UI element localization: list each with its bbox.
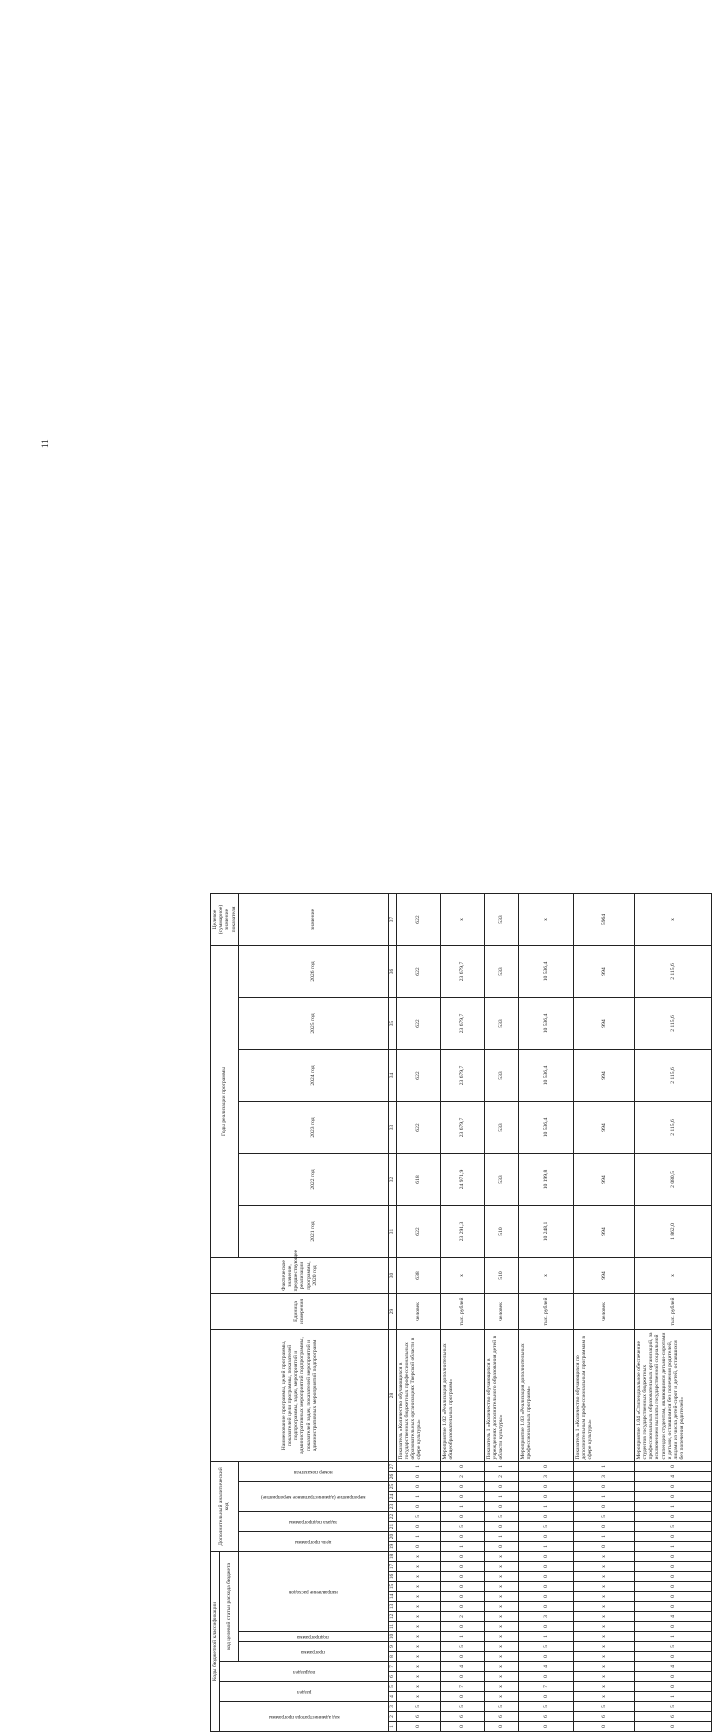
code-cell: х	[573, 1582, 634, 1592]
year-2022-header: 2022 год	[238, 1153, 388, 1205]
code-cell: х	[396, 1672, 440, 1682]
column-number: 23	[388, 1502, 396, 1512]
code-cell: 2	[484, 1472, 518, 1482]
code-cell: 2	[440, 1472, 484, 1482]
code-cell: 0	[634, 1492, 711, 1502]
code-cell: х	[573, 1692, 634, 1702]
code-cell: х	[396, 1622, 440, 1632]
code-cell: 0	[634, 1672, 711, 1682]
code-cell: 0	[634, 1652, 711, 1662]
code-cell: 1	[484, 1461, 518, 1471]
code-cell: 5	[634, 1642, 711, 1652]
code-cell: 0	[396, 1522, 440, 1532]
code-cell: 6	[518, 1712, 573, 1722]
code-cell: 1	[518, 1632, 573, 1642]
goal-header: цель программы	[238, 1532, 388, 1552]
row-year-value: 10 199,8	[518, 1153, 573, 1205]
name-header: Наименование программы, целей программы, показателей цели программы, показателей подпрограммы, задач, мероприятий и административных мероприятий подпрограммы, показателей задач, показателей мероприятий и административных мероприятий подпрограмм	[211, 1329, 389, 1461]
row-year-value: 533	[484, 1153, 518, 1205]
code-cell: х	[573, 1592, 634, 1602]
code-cell: 0	[634, 1512, 711, 1522]
column-number: 21	[388, 1522, 396, 1532]
code-cell: х	[573, 1562, 634, 1572]
row-year-value: 533	[484, 997, 518, 1049]
code-cell: 3	[518, 1472, 573, 1482]
code-cell: х	[396, 1682, 440, 1692]
column-number: 6	[388, 1672, 396, 1682]
row-unit: человек	[396, 1293, 440, 1329]
row-target-value: 533	[484, 893, 518, 945]
row-year-value: 618	[396, 1153, 440, 1205]
unit-header: Единица измерения	[211, 1293, 389, 1329]
table-row	[634, 893, 711, 1731]
column-number: 16	[388, 1572, 396, 1582]
code-cell: 3	[518, 1612, 573, 1622]
row-year-value: 24 971,9	[440, 1153, 484, 1205]
code-cell: 0	[634, 1532, 711, 1542]
years-header: Годы реализации программы	[211, 945, 239, 1257]
code-cell: 0	[518, 1582, 573, 1592]
code-cell: 0	[518, 1672, 573, 1682]
code-cell: 0	[518, 1572, 573, 1582]
code-cell: 1	[634, 1692, 711, 1702]
column-number: 35	[388, 997, 396, 1049]
code-cell: 0	[440, 1582, 484, 1592]
row-year-value: 2 115,6	[634, 1101, 711, 1153]
table-row	[440, 893, 484, 1731]
row-year-value: 994	[573, 997, 634, 1049]
row-year-value: 1 862,0	[634, 1205, 711, 1257]
code-cell: 6	[396, 1712, 440, 1722]
code-cell: 0	[440, 1572, 484, 1582]
code-cell: х	[573, 1642, 634, 1652]
code-cell: х	[396, 1572, 440, 1582]
code-cell: х	[573, 1632, 634, 1642]
code-cell: 4	[518, 1662, 573, 1672]
target-sub-header: значение	[238, 893, 388, 945]
row-year-value: 994	[573, 1101, 634, 1153]
code-cell: 0	[440, 1652, 484, 1662]
code-cell: 0	[484, 1482, 518, 1492]
code-cell: 0	[573, 1722, 634, 1732]
code-cell: 2	[440, 1612, 484, 1622]
code-cell: 5	[518, 1702, 573, 1712]
code-cell: 1	[396, 1492, 440, 1502]
column-number: 7	[388, 1662, 396, 1672]
code-cell: 0	[518, 1492, 573, 1502]
code-cell: 5	[518, 1642, 573, 1652]
column-number: 25	[388, 1482, 396, 1492]
row-year-value: 994	[573, 1153, 634, 1205]
code-cell: 4	[634, 1662, 711, 1672]
column-number: 1	[388, 1722, 396, 1732]
table-body	[396, 893, 711, 1731]
page-number: 11	[40, 439, 50, 448]
code-cell: х	[396, 1582, 440, 1592]
code-cell: х	[396, 1612, 440, 1622]
year-2025-header: 2025 год	[238, 997, 388, 1049]
row-year-value: 10 536,4	[518, 945, 573, 997]
column-number: 33	[388, 1101, 396, 1153]
code-cell: 0	[440, 1482, 484, 1492]
code-cell: х	[484, 1642, 518, 1652]
column-number: 36	[388, 945, 396, 997]
row-year-value: 994	[573, 945, 634, 997]
code-cell: 1	[518, 1542, 573, 1552]
row-unit: тыс. рублей	[518, 1293, 573, 1329]
row-year-value: 994	[573, 1049, 634, 1101]
base-header: Фактическое значение, предшествующее реализации программы, 2020 год	[211, 1257, 389, 1293]
code-cell: 0	[484, 1502, 518, 1512]
code-cell: 0	[484, 1542, 518, 1552]
code-cell: 0	[634, 1552, 711, 1562]
row-year-value: 510	[484, 1205, 518, 1257]
year-2023-header: 2023 год	[238, 1101, 388, 1153]
column-number: 11	[388, 1622, 396, 1632]
code-cell: 1	[518, 1502, 573, 1512]
row-target-value: х	[518, 893, 573, 945]
row-year-value: 2 115,6	[634, 945, 711, 997]
column-number: 24	[388, 1492, 396, 1502]
row-year-value: 10 536,4	[518, 997, 573, 1049]
row-name: Показатель 1 «Количество обучающихся в учреждениях дополнительного образования детей в области культуры»	[484, 1329, 518, 1461]
code-cell: 0	[440, 1722, 484, 1732]
code-cell: 1	[634, 1502, 711, 1512]
row-base-value: 638	[396, 1257, 440, 1293]
code-cell: 0	[573, 1482, 634, 1492]
code-cell: 5	[484, 1512, 518, 1522]
row-year-value: 23 679,7	[440, 945, 484, 997]
expense-item-header: код целевой статьи расхода бюджета	[220, 1552, 239, 1662]
row-year-value: 622	[396, 1049, 440, 1101]
column-number: 34	[388, 1049, 396, 1101]
code-cell: 0	[440, 1562, 484, 1572]
code-cell: 0	[396, 1542, 440, 1552]
direction-code-header: направление расходов	[238, 1552, 388, 1632]
code-cell: 1	[440, 1632, 484, 1642]
row-year-value: 533	[484, 945, 518, 997]
subsection-header: подраздел	[220, 1662, 389, 1682]
code-cell: х	[396, 1562, 440, 1572]
code-cell: 5	[484, 1702, 518, 1712]
row-year-value: 2 115,6	[634, 997, 711, 1049]
code-cell: 0	[396, 1502, 440, 1512]
code-cell: 0	[440, 1602, 484, 1612]
code-cell: 0	[573, 1522, 634, 1532]
code-cell: х	[484, 1632, 518, 1642]
code-cell: 1	[484, 1532, 518, 1542]
code-cell: 4	[440, 1662, 484, 1672]
indicator-number-header: номер показателя	[238, 1461, 388, 1481]
code-cell: 0	[518, 1552, 573, 1562]
code-cell: х	[484, 1652, 518, 1662]
code-cell: 0	[518, 1512, 573, 1522]
code-cell: х	[573, 1682, 634, 1692]
row-name: Мероприятие 1.02 «Реализация дополнительных общеобразовательных программ»	[440, 1329, 484, 1461]
row-year-value: 622	[396, 945, 440, 997]
table-row	[573, 893, 634, 1731]
row-name: Показатель 1 «Количество обучающихся по дополнительным профессиональным программам в сфере культуры»	[573, 1329, 634, 1461]
task-header: задача подпрограммы	[238, 1512, 388, 1532]
column-number: 15	[388, 1582, 396, 1592]
code-cell: х	[484, 1552, 518, 1562]
column-number: 4	[388, 1692, 396, 1702]
code-cell: 0	[518, 1532, 573, 1542]
code-cell: х	[396, 1602, 440, 1612]
row-base-value: 510	[484, 1257, 518, 1293]
year-2024-header: 2024 год	[238, 1049, 388, 1101]
code-cell: 1	[573, 1492, 634, 1502]
year-2026-header: 2026 год	[238, 945, 388, 997]
code-cell: х	[396, 1592, 440, 1602]
code-cell: 0	[573, 1502, 634, 1512]
row-year-value: 23 679,7	[440, 997, 484, 1049]
row-name: Мероприятие 1.03 «Реализация дополнительных профессиональных программ»	[518, 1329, 573, 1461]
column-number: 27	[388, 1461, 396, 1471]
row-target-value: х	[440, 893, 484, 945]
column-number: 8	[388, 1652, 396, 1662]
code-cell: х	[573, 1622, 634, 1632]
code-cell: х	[396, 1692, 440, 1702]
code-cell: х	[484, 1622, 518, 1632]
code-cell: 0	[634, 1622, 711, 1632]
code-cell: х	[484, 1692, 518, 1702]
rotated-table-page	[210, 897, 686, 1732]
code-cell: 0	[518, 1482, 573, 1492]
code-cell: 1	[634, 1542, 711, 1552]
row-year-value: 10 536,4	[518, 1101, 573, 1153]
code-cell: 0	[518, 1622, 573, 1632]
row-base-value: 994	[573, 1257, 634, 1293]
code-cell: 0	[440, 1512, 484, 1522]
code-cell: 0	[634, 1682, 711, 1692]
column-number: 28	[388, 1329, 396, 1461]
code-cell: 0	[634, 1602, 711, 1612]
event-header: мероприятие (административное мероприятие)	[238, 1482, 388, 1512]
code-cell: 0	[518, 1692, 573, 1702]
code-cell: 0	[518, 1592, 573, 1602]
column-number: 5	[388, 1682, 396, 1692]
row-name: Мероприятие 1.04 «Стипендиальное обеспечение студентов государственных бюджетных профессиональных образовательных организаций, за исключением выплаты государственной социальной стипендии студентам, являющимся детьми-сиротами и детьми, оставшимися без попечения родителей, лицами из числа детей-сирот и детей, оставшихся без попечения родителей»	[634, 1329, 711, 1461]
code-cell: 1	[396, 1461, 440, 1471]
row-year-value: 622	[396, 1205, 440, 1257]
column-number: 12	[388, 1612, 396, 1622]
code-cell: х	[484, 1682, 518, 1692]
column-number: 10	[388, 1632, 396, 1642]
row-base-value: х	[440, 1257, 484, 1293]
code-cell: 1	[634, 1632, 711, 1642]
code-cell: 1	[573, 1461, 634, 1471]
program-table	[210, 893, 712, 1732]
column-number: 17	[388, 1562, 396, 1572]
code-cell: 5	[396, 1512, 440, 1522]
code-cell: 1	[440, 1542, 484, 1552]
code-cell: 7	[518, 1682, 573, 1692]
code-cell: х	[484, 1662, 518, 1672]
code-cell: 5	[573, 1702, 634, 1712]
code-cell: 0	[396, 1472, 440, 1482]
column-number: 26	[388, 1472, 396, 1482]
row-year-value: 533	[484, 1101, 518, 1153]
code-cell: 0	[634, 1482, 711, 1492]
code-cell: х	[396, 1642, 440, 1652]
section-header: раздел	[220, 1682, 389, 1702]
code-cell: 0	[518, 1562, 573, 1572]
row-unit: тыс. рублей	[440, 1293, 484, 1329]
code-cell: 0	[634, 1582, 711, 1592]
column-number: 20	[388, 1532, 396, 1542]
code-cell: 0	[440, 1692, 484, 1702]
code-cell: х	[484, 1612, 518, 1622]
code-cell: х	[484, 1582, 518, 1592]
code-cell: 0	[518, 1652, 573, 1662]
column-number: 18	[388, 1552, 396, 1562]
code-cell: 5	[440, 1702, 484, 1712]
column-number: 2	[388, 1712, 396, 1722]
code-cell: 0	[440, 1622, 484, 1632]
code-cell: 4	[634, 1472, 711, 1482]
code-cell: х	[396, 1552, 440, 1562]
additional-code-header: Дополнительный аналитический код	[211, 1461, 239, 1551]
row-year-value: 10 536,4	[518, 1049, 573, 1101]
year-2021-header: 2021 год	[238, 1205, 388, 1257]
subprogram-code-header: подпрограмма	[238, 1632, 388, 1642]
code-cell: 5	[634, 1702, 711, 1712]
code-cell: х	[396, 1652, 440, 1662]
code-cell: х	[573, 1652, 634, 1662]
code-cell: 0	[440, 1552, 484, 1562]
column-number: 29	[388, 1293, 396, 1329]
code-cell: 0	[484, 1522, 518, 1532]
column-number: 19	[388, 1542, 396, 1552]
code-cell: 0	[484, 1722, 518, 1732]
code-cell: х	[573, 1572, 634, 1582]
code-cell: 0	[634, 1722, 711, 1732]
row-year-value: 994	[573, 1205, 634, 1257]
code-cell: 1	[484, 1492, 518, 1502]
code-cell: 7	[440, 1682, 484, 1692]
code-cell: 1	[440, 1502, 484, 1512]
column-number: 32	[388, 1153, 396, 1205]
code-cell: х	[484, 1672, 518, 1682]
row-unit: человек	[484, 1293, 518, 1329]
code-cell: х	[484, 1602, 518, 1612]
code-cell: 3	[573, 1472, 634, 1482]
code-cell: 6	[634, 1712, 711, 1722]
row-target-value: 622	[396, 893, 440, 945]
row-unit: человек	[573, 1293, 634, 1329]
code-cell: 0	[573, 1542, 634, 1552]
code-cell: х	[573, 1662, 634, 1672]
code-cell: 0	[440, 1492, 484, 1502]
row-year-value: 23 679,7	[440, 1049, 484, 1101]
code-cell: 0	[634, 1461, 711, 1471]
admin-code-header: код администратора программы	[220, 1702, 389, 1732]
code-cell: 5	[634, 1522, 711, 1532]
row-year-value: 2 115,6	[634, 1049, 711, 1101]
row-year-value: 23 291,3	[440, 1205, 484, 1257]
code-cell: 6	[573, 1712, 634, 1722]
row-base-value: х	[634, 1257, 711, 1293]
code-cell: 5	[573, 1512, 634, 1522]
table-rotator	[210, 897, 686, 1732]
row-base-value: х	[518, 1257, 573, 1293]
code-cell: х	[484, 1562, 518, 1572]
code-cell: 6	[484, 1712, 518, 1722]
code-cell: 0	[440, 1461, 484, 1471]
code-cell: 0	[396, 1722, 440, 1732]
code-cell: 0	[634, 1592, 711, 1602]
code-cell: 5	[440, 1642, 484, 1652]
code-cell: 1	[396, 1532, 440, 1542]
code-cell: 4	[634, 1612, 711, 1622]
table-row	[484, 893, 518, 1731]
code-cell: х	[573, 1602, 634, 1612]
column-number: 22	[388, 1512, 396, 1522]
row-year-value: 622	[396, 1101, 440, 1153]
row-target-value: 5964	[573, 893, 634, 945]
program-code-header: программа	[238, 1642, 388, 1662]
row-name: Показатель «Количество обучающихся в государственных бюджетных профессиональных образовательных организациях Тверской области в сфере культуры»	[396, 1329, 440, 1461]
code-cell: 6	[440, 1712, 484, 1722]
code-cell: 0	[518, 1722, 573, 1732]
code-cell: х	[396, 1632, 440, 1642]
code-cell: 0	[440, 1672, 484, 1682]
row-year-value: 2 080,5	[634, 1153, 711, 1205]
table-row	[396, 893, 440, 1731]
row-year-value: 533	[484, 1049, 518, 1101]
code-cell: 0	[440, 1532, 484, 1542]
code-cell: 5	[440, 1522, 484, 1532]
code-cell: 0	[518, 1602, 573, 1612]
column-number: 31	[388, 1205, 396, 1257]
code-cell: 1	[573, 1532, 634, 1542]
code-cell: х	[573, 1672, 634, 1682]
code-cell: х	[396, 1662, 440, 1672]
column-numbers-row	[388, 893, 396, 1731]
code-cell: х	[573, 1612, 634, 1622]
row-target-value: х	[634, 893, 711, 945]
code-cell: 0	[440, 1592, 484, 1602]
code-cell: 0	[634, 1572, 711, 1582]
column-number: 30	[388, 1257, 396, 1293]
code-cell: 5	[396, 1702, 440, 1712]
budget-codes-header: Коды бюджетной классификации	[211, 1552, 220, 1732]
row-year-value: 622	[396, 997, 440, 1049]
code-cell: 0	[518, 1461, 573, 1471]
code-cell: х	[484, 1592, 518, 1602]
code-cell: 0	[634, 1562, 711, 1572]
code-cell: 0	[396, 1482, 440, 1492]
row-year-value: 23 679,7	[440, 1101, 484, 1153]
column-number: 3	[388, 1702, 396, 1712]
column-number: 37	[388, 893, 396, 945]
table-row	[518, 893, 573, 1731]
column-number: 9	[388, 1642, 396, 1652]
column-number: 14	[388, 1592, 396, 1602]
target-header: Целевое (суммарное) значение показателя	[211, 893, 239, 945]
row-year-value: 10 248,1	[518, 1205, 573, 1257]
column-number: 13	[388, 1602, 396, 1612]
code-cell: х	[484, 1572, 518, 1582]
code-cell: 5	[518, 1522, 573, 1532]
code-cell: х	[573, 1552, 634, 1562]
row-unit: тыс. рублей	[634, 1293, 711, 1329]
